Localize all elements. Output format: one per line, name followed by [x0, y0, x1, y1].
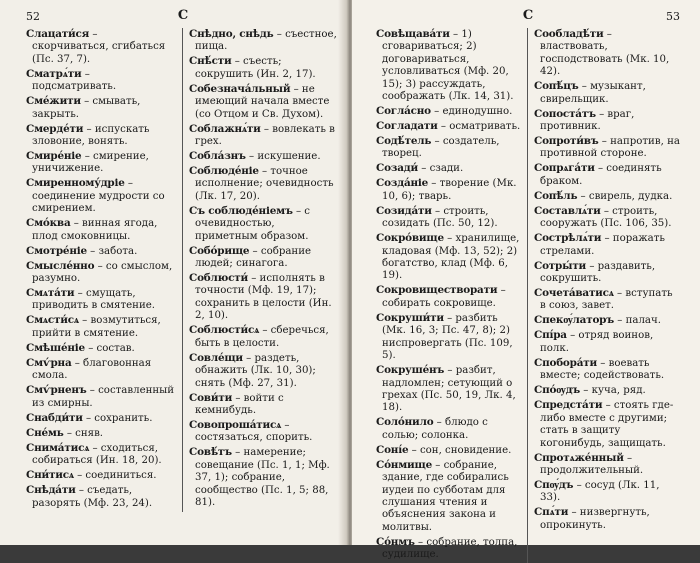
entry-definition: – исполнять в точности (Мф. 19, 17); сохранить в целости (Ин. 2, 10). [195, 273, 332, 322]
entry-headword: Спѹ́дъ [534, 478, 574, 491]
entry-headword: Смѵ́рненъ [26, 384, 87, 397]
dictionary-entry [534, 506, 680, 532]
entry-definition: – соединять браком. [540, 163, 662, 187]
entry-headword: Составлѧ́ти [534, 204, 601, 217]
entry-definition: – блюдо с солью; солонка. [382, 417, 488, 441]
entry-definition: – собрание, здание, где собирались иудеи по субботам для слушания чтения и объяснения закона и молитвы. [382, 459, 509, 533]
entry-definition: – сходиться, собираться (Ин. 18, 20). [32, 442, 162, 467]
entry-headword: Сокруши́ти [376, 311, 444, 324]
entry-headword: Сочета́ватисѧ [534, 287, 614, 300]
dictionary-entry [376, 364, 521, 415]
dictionary-entry [26, 412, 176, 425]
entry-headword: Снима́тисѧ [26, 441, 90, 454]
entry-definition: – стоять где-либо вместе с другими; стать в защиту когонибудь, защищать. [540, 400, 674, 449]
entry-headword: Собезнача́льный [189, 82, 291, 95]
entry-definition: – со смыслом, разумно. [32, 260, 173, 285]
entry-definition: – единодушно. [430, 106, 513, 118]
entry-definition: – свирель, дудка. [577, 190, 673, 202]
entry-headword: Спобора́ти [534, 356, 598, 369]
entry-definition: – куча, ряд. [580, 385, 646, 397]
dictionary-entry [189, 245, 340, 271]
dictionary-entry [189, 55, 340, 81]
dictionary-entry [376, 105, 521, 118]
entry-headword: Со́нмъ [376, 535, 415, 548]
entry-definition: – осматривать. [437, 121, 521, 133]
entry-headword: Сне́мь [26, 426, 64, 439]
entry-headword: Снѣда́ти [26, 484, 76, 497]
entry-headword: Сообладѣ́ти [534, 28, 604, 40]
entry-headword: Совѣ́тъ [189, 446, 232, 459]
dictionary-entry [26, 217, 176, 243]
dictionary-entry [534, 357, 680, 383]
dictionary-entry [376, 162, 521, 175]
entry-headword: Совле́щи [189, 351, 243, 364]
entry-definition: – состав. [84, 342, 135, 354]
left-page-column-2 [183, 28, 340, 512]
entry-definition: – собирать сокровище. [382, 285, 506, 309]
entry-definition: – разбит, надломлен; сетующий о грехах (Пс. 50, 19, Лк. 4, 18). [382, 365, 516, 414]
dictionary-entry [534, 28, 680, 79]
dictionary-entry [189, 272, 340, 323]
dictionary-entry [376, 459, 521, 534]
dictionary-entry [534, 232, 680, 258]
entry-definition: – продолжительный. [540, 452, 644, 476]
entry-definition: – строить, созидать (Пс. 50, 12). [382, 205, 498, 230]
dictionary-entry [534, 108, 680, 134]
entry-definition: – составленный из смирны. [32, 385, 175, 409]
entry-headword: Снѣдно, снѣдь [189, 28, 274, 40]
dictionary-entry [376, 232, 521, 283]
dictionary-entry [376, 135, 521, 161]
entry-definition: – соединиться. [73, 470, 157, 482]
entry-definition: – собрание, толпа, судилище. [382, 536, 518, 561]
dictionary-entry [189, 150, 340, 163]
dictionary-entry [26, 469, 176, 482]
entry-definition: – напротив, на противной стороне. [540, 136, 680, 160]
entry-headword: Совѣщава́ти [376, 28, 450, 40]
dictionary-entry [534, 205, 680, 231]
entry-headword: Созида́ти [376, 204, 432, 217]
entry-headword: Сокро́вище [376, 232, 444, 245]
entry-headword: Созади́ [376, 162, 418, 175]
dictionary-entry [26, 442, 176, 468]
entry-headword: Смо́ква [26, 217, 71, 230]
entry-definition: – раздавить, сокрушить. [540, 260, 656, 285]
right-page-column-1 [376, 28, 528, 563]
entry-headword: Соблажнѧ́ти [189, 122, 261, 135]
entry-headword: Сокровиществорати [376, 284, 498, 297]
dictionary-entry [376, 536, 521, 562]
entry-headword: Собо́рище [189, 244, 250, 257]
entry-definition: – разбить (Мк. 16, 3; Пс. 47, 8); 2) ниспровергать (Пс. 109, 5). [382, 312, 513, 362]
entry-headword: Слацати́ся [26, 28, 90, 40]
entry-headword: Согла́сно [376, 105, 431, 118]
entry-definition: – забота. [86, 245, 138, 257]
right-page-section-letter: С [522, 8, 534, 23]
entry-definition: – сон, сновидение. [408, 444, 512, 456]
entry-definition: – не имеющий начала вместе (со Отцом и Св. Духом). [195, 83, 330, 120]
dictionary-entry [534, 399, 680, 450]
entry-headword: Сни́тисѧ [26, 469, 74, 482]
entry-headword: Снѣ́сти [189, 55, 232, 68]
entry-headword: Сопроти́въ [534, 135, 599, 148]
entry-headword: Спі́ра [534, 329, 567, 342]
left-page-columns [26, 28, 340, 512]
dictionary-entry [534, 135, 680, 161]
entry-definition: – смущать, приводить в смятение. [32, 288, 155, 312]
entry-headword: Спредста́ти [534, 399, 603, 412]
dictionary-entry [534, 260, 680, 286]
left-page-section-letter: С [177, 8, 189, 23]
dictionary-entry [534, 314, 680, 327]
entry-headword: Собла́знъ [189, 150, 246, 163]
entry-headword: Смѣше́ніе [26, 341, 85, 354]
entry-headword: Согладати [376, 120, 438, 133]
entry-definition: – съестное, пища. [195, 29, 337, 53]
entry-headword: Съ соблюде́ніемъ [189, 204, 293, 217]
entry-headword: Смѧсти́сѧ [26, 314, 79, 327]
dictionary-entry [189, 392, 340, 418]
dictionary-entry [534, 479, 680, 505]
entry-headword: Сови́ти [189, 391, 233, 404]
entry-definition: – хранилище, кладовая (Мф. 13, 52); 2) богатство, клад (Мф. 6, 19). [382, 233, 520, 282]
dictionary-entry [26, 427, 176, 440]
dictionary-entry [189, 165, 340, 203]
entry-headword: Сопѣ́цъ [534, 80, 579, 93]
entry-headword: Соло́нило [376, 416, 434, 429]
entry-headword: Смерде́ти [26, 122, 84, 135]
entry-headword: Соблюсти́сѧ [189, 324, 260, 337]
entry-definition: – намерение; совещание (Пс. 1, 1; Мф. 37, 1); собрание, сообщество (Пс. 1, 5; 88, 81). [195, 447, 330, 508]
dictionary-entry [189, 28, 340, 54]
entry-definition: – создатель, творец. [382, 136, 500, 160]
entry-definition: – сняв. [63, 427, 104, 439]
entry-definition: – музыкант, свирельщик. [540, 81, 646, 105]
entry-definition: – войти с кемнибудь. [195, 392, 284, 416]
entry-definition: – вовлекать в грех. [195, 123, 335, 148]
entry-headword: Сопрѧга́ти [534, 162, 595, 175]
entry-definition: – воевать вместе; содействовать. [540, 357, 665, 382]
entry-definition: – винная ягода, плод смоковницы. [32, 218, 158, 242]
dictionary-entry [26, 177, 176, 215]
dictionary-entry [26, 484, 176, 510]
entry-headword: Спо́ѹдъ [534, 384, 581, 397]
dictionary-entry [26, 357, 176, 383]
right-page-header [376, 6, 680, 28]
entry-definition: – властвовать, господствовать (Мк. 10, 42). [540, 29, 670, 78]
entry-definition: – поражать стрелами. [540, 233, 665, 257]
entry-headword: Сме́жити [26, 95, 81, 108]
entry-definition: – враг, противник. [540, 108, 635, 133]
entry-definition: – подсматривать. [32, 68, 117, 93]
dictionary-entry [376, 120, 521, 133]
dictionary-entry [376, 284, 521, 310]
dictionary-entry [26, 95, 176, 121]
entry-headword: Соні́е [376, 443, 409, 456]
right-page-number: 53 [666, 10, 680, 23]
entry-headword: Соблюде́ніе [189, 165, 259, 178]
entry-headword: Сокруше́нъ [376, 364, 445, 377]
entry-headword: Соблюсти́ [189, 272, 248, 285]
dictionary-entry [534, 162, 680, 188]
entry-definition: – сосуд (Лк. 11, 33). [540, 479, 660, 504]
dictionary-entry [189, 205, 340, 243]
entry-headword: Совопроша́тисѧ [189, 418, 282, 431]
entry-definition: – съесть; сокрушить (Ин. 2, 17). [195, 56, 316, 80]
entry-definition: – благовонная смола. [32, 357, 152, 382]
entry-definition: – скорчиваться, сгибаться (Пс. 37, 7). [32, 29, 166, 65]
dictionary-entry [189, 446, 340, 509]
entry-definition: – 1) сговариваться; 2) договариваться, условливаться (Мф. 20, 15); 3) рассуждать, соображать (Лк. 14, 31). [382, 29, 514, 103]
dictionary-entry [26, 150, 176, 176]
dictionary-entry [189, 324, 340, 350]
entry-definition: – палач. [614, 315, 661, 327]
dictionary-entry [376, 177, 521, 203]
entry-definition: – возмутиться, прийти в смятение. [32, 315, 161, 339]
entry-definition: – отряд воинов, полк. [540, 330, 654, 354]
entry-definition: – смывать, закрыть. [32, 96, 141, 120]
entry-definition: – творение (Мк. 10, 6); тварь. [382, 178, 517, 202]
dictionary-entry [534, 452, 680, 478]
dictionary-entry [534, 384, 680, 397]
entry-definition: – смирение, уничижение. [32, 151, 149, 175]
dictionary-entry [189, 123, 340, 149]
dictionary-entry [26, 342, 176, 355]
dictionary-entry [189, 352, 340, 390]
entry-headword: Снабди́ти [26, 411, 83, 424]
entry-headword: Смотре́ніе [26, 244, 87, 257]
entry-definition: – строить, сооружать (Пс. 106, 35). [540, 205, 672, 230]
left-page-header [26, 6, 340, 28]
dictionary-entry [534, 80, 680, 106]
entry-headword: Спротѧже́нный [534, 451, 624, 464]
left-page-number: 52 [26, 10, 40, 23]
entry-definition: – соединение мудрости со смирением. [32, 178, 165, 215]
entry-headword: Смѧта́ти [26, 287, 75, 300]
entry-headword: Со́нмище [376, 458, 432, 471]
entry-definition: – испускать зловоние, вонять. [32, 123, 150, 148]
dictionary-entry [534, 190, 680, 203]
dictionary-entry [534, 329, 680, 355]
entry-definition: – сзади. [418, 163, 464, 175]
entry-definition: – собрание людей; синагога. [195, 245, 312, 270]
entry-headword: Смиренному́дріе [26, 177, 125, 190]
entry-headword: Содѣ́тель [376, 135, 432, 148]
entry-headword: Сострѣлѧ́ти [534, 232, 602, 245]
right-page [352, 0, 700, 561]
dictionary-entry [189, 419, 340, 445]
entry-definition: – состязаться, спорить. [195, 419, 313, 444]
entry-definition: – точное исполнение; очевидность (Лк. 17, 20). [195, 166, 334, 202]
left-page [0, 0, 348, 545]
dictionary-entry [376, 444, 521, 457]
entry-headword: Сотры́ти [534, 259, 587, 272]
dictionary-entry [26, 260, 176, 286]
dictionary-entry [376, 205, 521, 231]
entry-headword: Сопоста́тъ [534, 107, 596, 120]
entry-definition: – вступать в союз, завет. [540, 288, 673, 312]
dictionary-entry [26, 287, 176, 313]
entry-headword: Сматрѧ́ти [26, 67, 82, 80]
dictionary-entry [376, 416, 521, 442]
entry-headword: Смире́ніе [26, 150, 82, 163]
entry-definition: – низвергнуть, опрокинуть. [540, 507, 650, 531]
right-page-column-2 [528, 28, 680, 563]
entry-headword: Смысле́нно [26, 259, 95, 272]
entry-headword: Спекѹ́латоръ [534, 314, 615, 327]
entry-definition: – сберечься, быть в целости. [195, 325, 329, 349]
right-page-columns [376, 28, 680, 563]
dictionary-entry [26, 28, 176, 66]
dictionary-entry [26, 123, 176, 149]
entry-headword: Смѵ́рна [26, 356, 72, 369]
entry-headword: Созда́ніе [376, 177, 429, 190]
entry-definition: – сохранить. [82, 412, 153, 424]
entry-definition: – с очевидностью, приметным образом. [195, 205, 311, 242]
entry-headword: Спѧ́ти [534, 506, 569, 519]
entry-headword: Сопѣ́ль [534, 189, 578, 202]
dictionary-entry [189, 83, 340, 121]
dictionary-entry [26, 245, 176, 258]
entry-definition: – съедать, разорять (Мф. 23, 24). [32, 485, 153, 509]
dictionary-entry [534, 287, 680, 313]
entry-definition: – раздеть, обнажить (Лк. 10, 30); снять (Мф. 27, 31). [195, 352, 316, 389]
left-page-column-1 [26, 28, 183, 512]
dictionary-entry [26, 68, 176, 94]
entry-definition: – искушение. [245, 151, 321, 163]
dictionary-entry [26, 314, 176, 340]
dictionary-entry [376, 28, 521, 103]
dictionary-entry [376, 312, 521, 363]
dictionary-entry [26, 384, 176, 410]
